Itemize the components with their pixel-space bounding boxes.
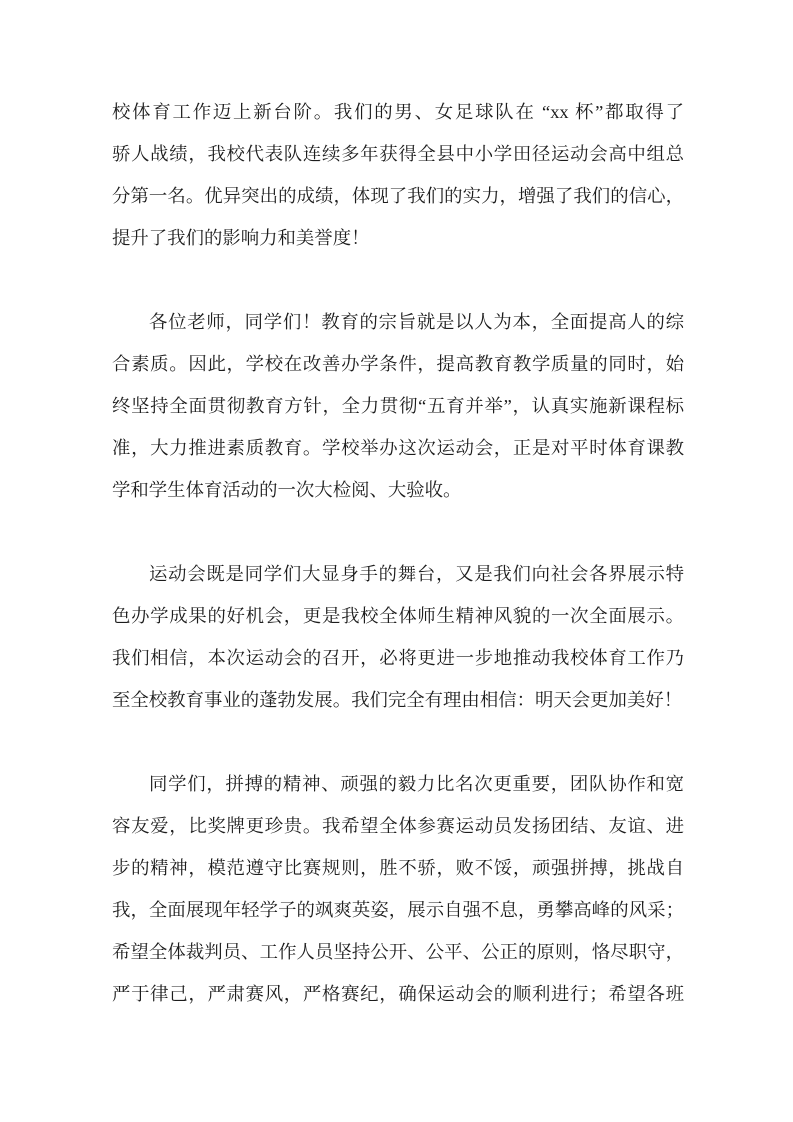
text-line: 色办学成果的好机会，更是我校全体师生精神风貌的一次全面展示。 (112, 606, 684, 626)
text-line: 分第一名。优异突出的成绩，体现了我们的实力，增强了我们的信心， (112, 186, 684, 206)
text-line: 同学们，拼搏的精神、顽强的毅力比名次更重要，团队协作和宽 (149, 774, 684, 794)
text-line: 容友爱，比奖牌更珍贵。我希望全体参赛运动员发扬团结、友谊、进 (112, 816, 684, 836)
paragraph-2 (112, 301, 684, 511)
document-body (112, 91, 684, 1015)
text-line: 严于律己，严肃赛风，严格赛纪，确保运动会的顺利进行；希望各班 (112, 984, 684, 1004)
text-line: 希望全体裁判员、工作人员坚持公开、公平、公正的原则，恪尽职守， (112, 942, 684, 962)
text-line: 步的精神，模范遵守比赛规则，胜不骄，败不馁，顽强拼搏，挑战自 (112, 858, 684, 878)
text-line: 我，全面展现年轻学子的飒爽英姿，展示自强不息，勇攀高峰的风采； (112, 900, 684, 920)
text-line: 学和学生体育活动的一次大检阅、大验收。 (112, 480, 462, 500)
paragraph-4 (112, 763, 684, 1015)
text-line: 骄人战绩，我校代表队连续多年获得全县中小学田径运动会高中组总 (112, 144, 684, 164)
text-line: 我们相信，本次运动会的召开，必将更进一步地推动我校体育工作乃 (112, 648, 684, 668)
text-line: 至全校教育事业的蓬勃发展。我们完全有理由相信：明天会更加美好！ (112, 690, 683, 710)
paragraph-1 (112, 91, 684, 259)
text-line: 运动会既是同学们大显身手的舞台，又是我们向社会各界展示特 (149, 564, 684, 584)
text-line: 合素质。因此，学校在改善办学条件，提高教育教学质量的同时，始 (112, 354, 684, 374)
text-line: 终坚持全面贯彻教育方针，全力贯彻“五育并举”，认真实施新课程标 (112, 396, 684, 416)
paragraph-3 (112, 553, 684, 721)
text-line: 准，大力推进素质教育。学校举办这次运动会，正是对平时体育课教 (112, 438, 684, 458)
text-line: 各位老师，同学们！教育的宗旨就是以人为本，全面提高人的综 (149, 312, 684, 332)
text-line: 提升了我们的影响力和美誉度！ (112, 228, 370, 248)
text-line: 校体育工作迈上新台阶。我们的男、女足球队在 “xx 杯”都取得了 (112, 102, 684, 122)
